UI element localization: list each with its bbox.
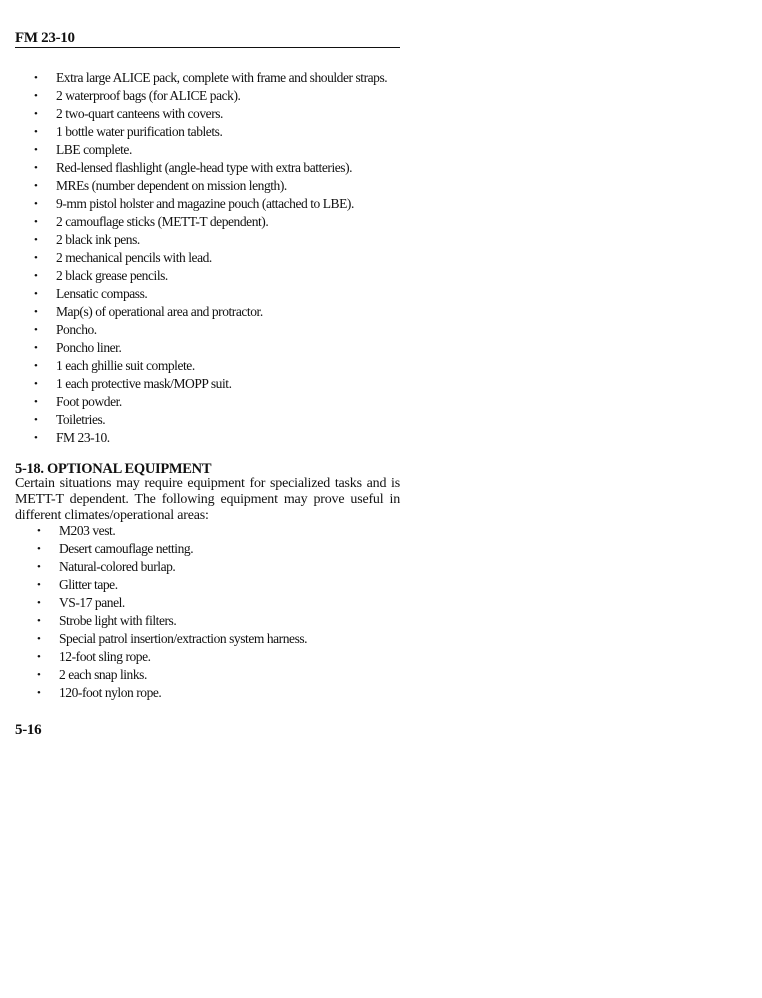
bullet-icon: •	[37, 543, 41, 555]
bullet-icon: •	[34, 198, 38, 210]
list-item	[34, 213, 404, 231]
list-item	[34, 231, 404, 249]
list-item	[37, 648, 397, 666]
list-item-text: Strobe light with filters.	[59, 613, 177, 628]
list-item-text: 1 each ghillie suit complete.	[56, 358, 195, 373]
list-item	[34, 105, 404, 123]
list-item-text: 2 black grease pencils.	[56, 268, 168, 283]
bullet-icon: •	[37, 687, 41, 699]
bullet-icon: •	[34, 324, 38, 336]
list-item	[37, 594, 397, 612]
list-item	[34, 195, 404, 213]
list-item-text: Desert camouflage netting.	[59, 541, 194, 556]
bullet-icon: •	[37, 597, 41, 609]
required-equipment-list	[34, 69, 404, 447]
list-item-text: 2 black ink pens.	[56, 232, 140, 247]
list-item-text: VS-17 panel.	[59, 595, 125, 610]
list-item-text: MREs (number dependent on mission length).	[56, 178, 287, 193]
list-item	[34, 249, 404, 267]
bullet-icon: •	[34, 360, 38, 372]
list-item	[34, 285, 404, 303]
bullet-icon: •	[37, 615, 41, 627]
list-item	[34, 141, 404, 159]
list-item	[34, 375, 404, 393]
bullet-icon: •	[34, 162, 38, 174]
list-item	[34, 321, 404, 339]
list-item-text: 2 mechanical pencils with lead.	[56, 250, 212, 265]
bullet-icon: •	[37, 525, 41, 537]
bullet-icon: •	[34, 108, 38, 120]
bullet-icon: •	[34, 288, 38, 300]
section-paragraph: Certain situations may require equipment for specialized tasks and is METT-T dependent. The following equipment may prove useful in different climates/operational areas:	[15, 476, 400, 523]
bullet-icon: •	[34, 126, 38, 138]
list-item-text: Glitter tape.	[59, 577, 118, 592]
list-item-text: Poncho.	[56, 322, 97, 337]
list-item-text: 2 each snap links.	[59, 667, 147, 682]
list-item-text: Poncho liner.	[56, 340, 122, 355]
bullet-icon: •	[34, 378, 38, 390]
bullet-icon: •	[37, 561, 41, 573]
list-item-text: Special patrol insertion/extraction system harness.	[59, 631, 308, 646]
list-item	[34, 87, 404, 105]
list-item-text: Extra large ALICE pack, complete with frame and shoulder straps.	[56, 70, 388, 85]
list-item	[34, 429, 404, 447]
bullet-icon: •	[37, 633, 41, 645]
bullet-icon: •	[34, 342, 38, 354]
list-item	[34, 411, 404, 429]
bullet-icon: •	[34, 234, 38, 246]
list-item	[37, 576, 397, 594]
list-item-text: 12-foot sling rope.	[59, 649, 151, 664]
bullet-icon: •	[34, 180, 38, 192]
page-header	[15, 28, 400, 48]
list-item-text: 9-mm pistol holster and magazine pouch (attached to LBE).	[56, 196, 354, 211]
list-item-text: M203 vest.	[59, 523, 116, 538]
list-item	[37, 666, 397, 684]
list-item	[37, 612, 397, 630]
list-item	[37, 558, 397, 576]
list-item-text: 2 camouflage sticks (METT-T dependent).	[56, 214, 269, 229]
list-item	[34, 303, 404, 321]
list-item	[34, 177, 404, 195]
list-item	[34, 393, 404, 411]
list-item-text: Foot powder.	[56, 394, 122, 409]
list-item	[34, 159, 404, 177]
bullet-icon: •	[34, 270, 38, 282]
list-item	[34, 69, 404, 87]
list-item-text: Lensatic compass.	[56, 286, 148, 301]
bullet-icon: •	[34, 396, 38, 408]
optional-equipment-list	[37, 522, 397, 702]
list-item	[37, 540, 397, 558]
list-item-text: 2 two-quart canteens with covers.	[56, 106, 223, 121]
list-item-text: Red-lensed flashlight (angle-head type with extra batteries).	[56, 160, 353, 175]
bullet-icon: •	[34, 414, 38, 426]
list-item-text: Toiletries.	[56, 412, 106, 427]
list-item-text: LBE complete.	[56, 142, 132, 157]
list-item	[37, 684, 397, 702]
list-item	[37, 522, 397, 540]
list-item-text: 1 each protective mask/MOPP suit.	[56, 376, 232, 391]
bullet-icon: •	[34, 144, 38, 156]
bullet-icon: •	[37, 651, 41, 663]
list-item-text: FM 23-10.	[56, 430, 110, 445]
page-number: 5-16	[15, 722, 42, 738]
list-item-text: 1 bottle water purification tablets.	[56, 124, 223, 139]
bullet-icon: •	[34, 90, 38, 102]
list-item-text: Map(s) of operational area and protractor.	[56, 304, 263, 319]
manual-id: FM 23-10	[15, 30, 75, 46]
list-item	[34, 123, 404, 141]
bullet-icon: •	[34, 252, 38, 264]
bullet-icon: •	[34, 216, 38, 228]
section-heading: 5-18. OPTIONAL EQUIPMENT	[15, 461, 212, 477]
bullet-icon: •	[37, 669, 41, 681]
list-item	[34, 339, 404, 357]
bullet-icon: •	[34, 432, 38, 444]
bullet-icon: •	[37, 579, 41, 591]
list-item	[34, 357, 404, 375]
bullet-icon: •	[34, 306, 38, 318]
list-item	[37, 630, 397, 648]
list-item-text: 120-foot nylon rope.	[59, 685, 162, 700]
list-item-text: 2 waterproof bags (for ALICE pack).	[56, 88, 241, 103]
bullet-icon: •	[34, 72, 38, 84]
list-item	[34, 267, 404, 285]
list-item-text: Natural-colored burlap.	[59, 559, 176, 574]
